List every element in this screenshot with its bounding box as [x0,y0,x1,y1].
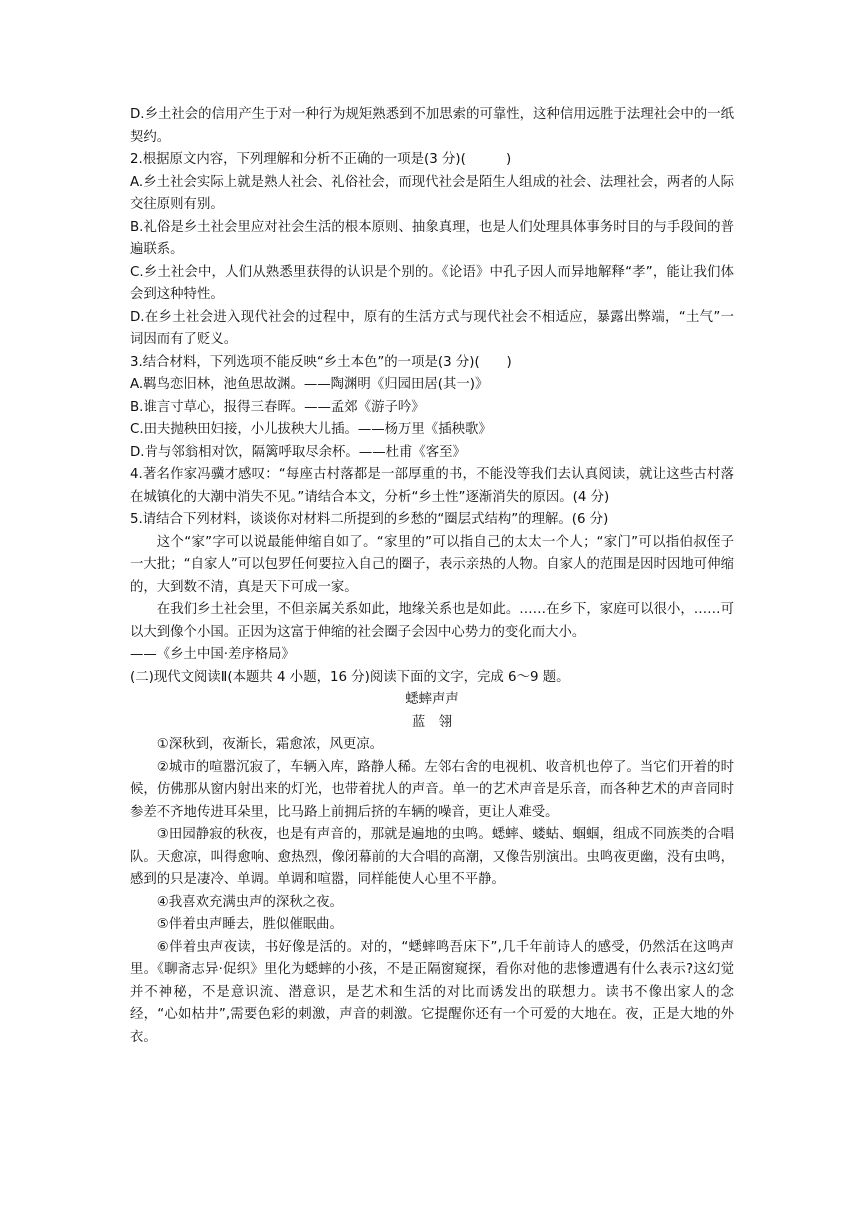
q5-material-source: ——《乡土中国·差序格局》 [130,647,295,662]
exam-page [130,104,734,1049]
q3-option-b: B.谁言寸草心，报得三春晖。——孟郊《游子吟》 [130,399,425,415]
article-title: 蟋蟀声声 [405,692,459,707]
q4-stem: 4.著名作家冯骥才感叹：“每座古村落都是一部厚重的书，不能没等我们去认真阅读，就让这些古村落在城镇化的大潮中消失不见。”请结合本文，分析“乡土性”逐渐消失的原因。(4 分) [130,467,734,505]
q2-option-a: A.乡土社会实际上就是熟人社会、礼俗社会，而现代社会是陌生人组成的社会、法理社会，两者的人际交往原则有别。 [130,174,734,212]
q5-material-paragraph-1: 这个“家”字可以说最能伸缩自如了。“家里的”可以指自己的太太一个人；“家门”可以指伯叔侄子一大批；“自家人”可以包罗任何要拉入自己的圈子，表示亲热的人物。自家人的范围是因时因地可伸缩的，大到数不清，真是天下可成一家。 [130,534,734,595]
article-paragraph: ⑤伴着虫声睡去，胜似催眠曲。 [156,917,343,932]
q2-stem: 2.根据原文内容，下列理解和分析不正确的一项是(3 分)( ) [130,152,512,167]
article-paragraph: ①深秋到，夜渐长，霜愈浓，风更凉。 [156,737,384,752]
article-paragraph: ②城市的喧嚣沉寂了，车辆入库，路静人稀。左邻右舍的电视机、收音机也停了。当它们开着的时候，仿佛那从窗内射出来的灯光，也带着扰人的声音。单一的艺术声音是乐音，而各种艺术的声音同时参差不齐地传进耳朵里，比马路上前拥后挤的车辆的噪音，更让人难受。 [130,759,734,820]
article-paragraph: ⑥伴着虫声夜读，书好像是活的。对的，“蟋蟀鸣吾床下”,几千年前诗人的感受，仍然活在这鸣声里。《聊斋志异·促织》里化为蟋蟀的小孩，不是正隔窗窥探，看你对他的悲惨遭遇有什么表示?这幻觉并不神秘，不是意识流、潜意识，是艺术和生活的对比而诱发出的联想力。读书不像出家人的念经，“心如枯井”,需要色彩的刺激，声音的刺激。它提醒你还有一个可爱的大地在。夜，正是大地的外衣。 [130,939,734,1045]
q1-option-d: D.乡土社会的信用产生于对一种行为规矩熟悉到不加思索的可靠性，这种信用远胜于法理社会中的一纸契约。 [130,107,734,145]
article-paragraph: ④我喜欢充满虫声的深秋之夜。 [156,894,343,910]
q5-material-paragraph-2: 在我们乡土社会里，不但亲属关系如此，地缘关系也是如此。……在乡下，家庭可以很小，……可以大到像个小国。正因为这富于伸缩的社会圈子会因中心势力的变化而大小。 [130,602,734,640]
q3-option-d: D.肯与邻翁相对饮，隔篱呼取尽余杯。——杜甫《客至》 [130,444,466,460]
q3-stem: 3.结合材料，下列选项不能反映“乡土本色”的一项是(3 分)( ) [130,354,512,370]
q3-option-c: C.田夫抛秧田妇接，小儿拔秧大儿插。——杨万里《插秧歌》 [130,422,492,437]
section-2-heading: (二)现代文阅读Ⅱ(本题共 4 小题，16 分)阅读下面的文字，完成 6～9 题。 [130,669,570,685]
q2-option-c: C.乡土社会中，人们从熟悉里获得的认识是个别的。《论语》中孔子因人而异地解释“孝”，能让我们体会到这种特性。 [130,264,734,302]
q2-option-d: D.在乡土社会进入现代社会的过程中，原有的生活方式与现代社会不相适应，暴露出弊端，“土气”一词因而有了贬义。 [130,309,734,347]
q2-option-b: B.礼俗是乡土社会里应对社会生活的根本原则、抽象真理，也是人们处理具体事务时目的与手段间的普遍联系。 [130,219,734,257]
q5-stem: 5.请结合下列材料，谈谈你对材料二所提到的乡愁的“圈层式结构”的理解。(6 分) [130,512,609,527]
article-author: 蓝 翎 [411,714,453,730]
q3-option-a: A.羁鸟恋旧林，池鱼思故渊。——陶渊明《归园田居(其一)》 [130,377,489,392]
article-paragraph: ③田园静寂的秋夜，也是有声音的，那就是遍地的虫鸣。蟋蟀、蝼蛄、蝈蝈，组成不同族类的合唱队。天愈凉，叫得愈响、愈热烈，像闭幕前的大合唱的高潮，又像告别演出。虫鸣夜更幽，没有虫鸣，感到的只是凄冷、单调。单调和喧嚣，同样能使人心里不平静。 [130,827,734,887]
